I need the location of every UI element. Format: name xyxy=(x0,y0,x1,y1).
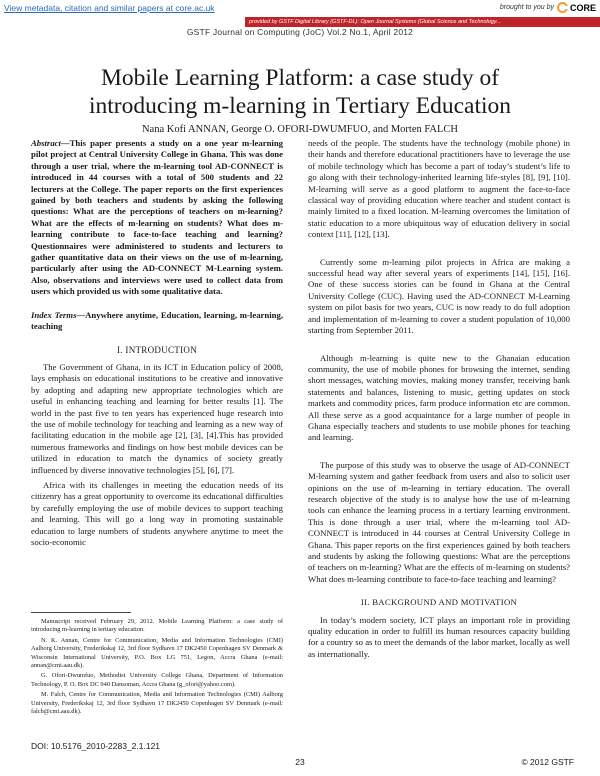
metadata-link-text[interactable]: View metadata, citation and similar papers at core.ac.uk xyxy=(4,3,215,13)
index-terms xyxy=(31,310,283,333)
right-paragraph-4: The purpose of this study was to observe the usage of AD-CONNECT M-learning system and gather feedback from users and also to solicit user opinions on the use of m-learning in tertiary education. The overall research objective of the study is to analyse how the use of m-learning tools can enhance the learning process in a tertiary learning environment. This is done through a user trial, where the m-learning tool AD-CONNECT is introduced in 44 courses at Central University College in Ghana. This paper reports on the first experiences gained by both teachers and students by asking the following questions: What are the perceptions of teachers on m-learning? What are the effects of m-learning on students? What does m-learning contribute to face-to-face teaching and learning? xyxy=(308,459,570,584)
footnote-annan: N. K. Annan, Centre for Communication, Media and Information Technologies (CMI) Aalborg University, Frederikskaj 12, 3rd floor Sydhavn 17 DK2450 Copenhagen SV Denmark & Wisconsin International University, P.O. Box LG 751, Legon, Accra Ghana (e-mail: annan@cmi.aau.dk). xyxy=(31,636,283,670)
abstract xyxy=(31,138,283,298)
brought-by-label: brought to you by xyxy=(499,4,554,11)
journal-header: GSTF Journal on Computing (JoC) Vol.2 No.1, April 2012 xyxy=(186,27,414,37)
index-terms-label: Index Terms xyxy=(31,309,77,320)
core-logo[interactable] xyxy=(557,2,596,13)
intro-paragraph-1: The Government of Ghana, in its ICT in Education policy of 2008, lays emphasis on educational institutions to be creative and innovative by adopting and adapting new appropriate technologies which are useful in enhancing teaching and learning for better results [1]. The world in the past five to ten years has experienced huge research into the use of mobile technology for teaching and learning as a new way of facilitating education in the mobile age [2], [3], [4].This has provided numerous frameworks and findings on how best mobile devices can be utilized in education to match the dynamics of society greatly influenced by diverse innovative technologies [5], [6], [7]. xyxy=(31,361,283,475)
section-heading-background: II. BACKGROUND AND MOTIVATION xyxy=(360,597,518,608)
right-paragraph-2: Currently some m-learning pilot projects in Africa are making a successful head way after several years of experiments [14], [15], [16]. One of these success stories can be found in Ghana at the Central University College (CUC). Having used the AD-CONNECT M-Learning system on pilot basis for two years, CUC is now ready to do full adoption and implementation of m-learning to cover a student population of 10,000 starting from September 2011. xyxy=(308,256,570,336)
intro-paragraph-2: Africa with its challenges in meeting the education needs of its citizenry has a great opportunity to overcome its educational difficulties by carefully employing the use of mobile devices to support teaching and learning. This will go a long way in promoting sustainable education to large numbers of students anywhere anytime to meet the socio-economic xyxy=(31,479,283,547)
right-column xyxy=(308,138,570,664)
title-line-2: introducing m-learning in Tertiary Education xyxy=(88,93,512,119)
footnotes xyxy=(31,618,283,718)
abstract-text: —This paper presents a study on a one year m-learning pilot project at Central University College in Ghana. This was done through a user trial, where the m-learning tool AD-CONNECT is introduced in 44 courses with a total of 500 students and 22 lecturers at the College. The paper reports on the first experiences gained by both teachers and students by asking the following questions: What are the perceptions of teachers on m-learning? What are the effects of m-learning on students? What does m-learning contribute to face-to-face teaching and learning? Questionnaires were administered to students and lecturers to gather quantitative data on their views on the use of m-learning, particularly after using the AD-CONNECT M-Learning system. Also, observations and interviews were used to collect data from users which provided us with some qualitative data. xyxy=(31,138,283,297)
core-logo-icon xyxy=(557,2,568,13)
copyright: © 2012 GSTF xyxy=(521,757,574,767)
title-line-1: Mobile Learning Platform: a case study of xyxy=(100,65,500,91)
right-paragraph-1: needs of the people. The students have the technology (mobile phone) in their hands and therefore educational practitioners have to leverage the use of mobile technology which has become a part of today’s student’s life to go along with their technology-inherited learning life-styles [8], [9], [10]. M-learning will serve as a good platform to augment the face-to-face classical way of providing education where teacher and student contact is mainly limited to a fixed location. M-learning overcomes the limitation of static education to a more ubiquitous way of education delivery in social context [11], [12], [13]. xyxy=(308,138,570,240)
footnote-manuscript: Manuscript received February 29, 2012. Mobile Learning Platform: a case study of introducing m-learning in tertiary education. xyxy=(31,618,283,634)
right-paragraph-3: Although m-learning is quite new to the Ghanaian education community, the use of mobile phones for browsing the internet, sending short messages, watching movies, making money transfer, receiving bank statements and balances, listening to music, getting updates on stock markets and commodity prices, farm produce information etc are common. All these serve as a good acquaintance for a large number of people in Ghana especially teachers and students to use mobile phones for teaching and learning. xyxy=(308,352,570,443)
footnote-ofori: G. Ofori-Dwumfuo, Methodist University College Ghana, Department of Information Technology, P. O. Box DC 940 Dansoman, Accra Ghana (g_ofori@yahoo.com). xyxy=(31,672,283,688)
provided-by-text: provided by GSTF Digital Library (GSTF-DL): Open Journal Systems (Global Science and Technology... xyxy=(249,19,501,25)
left-column xyxy=(31,138,283,552)
top-bar xyxy=(0,0,600,25)
footnote-rule xyxy=(31,612,131,613)
footnote-falch: M. Falch, Centre for Communication, Media and Information Technologies (CMI) Aalborg University, Frederikskaj 12, 3rd floor Sydhavn 17 DK2450 Copenhagen SV Denmark (e-mail: falch@cmi.aau.dk). xyxy=(31,691,283,716)
section-heading-introduction: I. INTRODUCTION xyxy=(117,344,197,355)
core-metadata-link[interactable] xyxy=(4,3,215,13)
provided-by-bar[interactable] xyxy=(245,17,600,27)
page-number: 23 xyxy=(295,757,305,767)
paper-authors: Nana Kofi ANNAN, George O. OFORI-DWUMFUO, and Morten FALCH xyxy=(141,124,459,135)
brought-by xyxy=(500,2,596,13)
background-paragraph-1: In today’s modern society, ICT plays an important role in providing quality education in order to fulfill its human resources capacity building for a country so as to meet the demands of the labor market, locally as well as internationally. xyxy=(308,614,570,659)
paper-title xyxy=(40,64,560,120)
abstract-label: Abstract xyxy=(31,138,61,148)
index-terms-text: —Anywhere anytime, Education, learning, m-learning, teaching xyxy=(31,309,283,332)
doi: DOI: 10.5176_2010-2283_2.1.121 xyxy=(31,741,161,751)
core-logo-text: CORE xyxy=(569,2,596,13)
